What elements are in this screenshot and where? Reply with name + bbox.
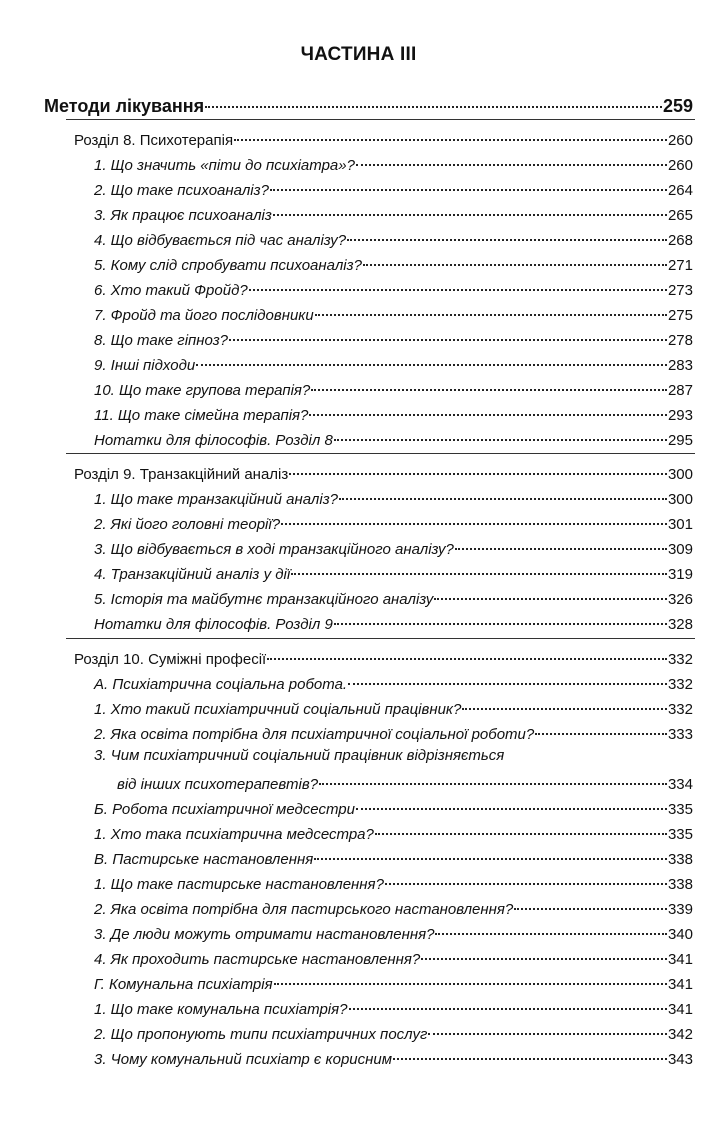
toc-entry-section[interactable] [94, 697, 693, 718]
toc-entry-subchapter[interactable] [94, 672, 693, 693]
dot-leader [315, 299, 667, 316]
dot-leader [229, 324, 667, 341]
toc-entry-page: 278 [667, 332, 693, 349]
dot-leader [267, 643, 667, 660]
toc-entry-page: 273 [667, 282, 693, 299]
toc-entry-title: 9. Інші підходи [94, 357, 196, 374]
toc-entry-page: 332 [667, 676, 693, 693]
toc-entry-title: 2. Які його головні теорії? [94, 516, 281, 533]
toc-entry-title: Нотатки для філософів. Розділ 9 [94, 616, 333, 633]
toc-entry-page: 260 [667, 157, 693, 174]
toc-entry-page: 283 [667, 357, 693, 374]
toc-entry-section[interactable] [94, 203, 693, 224]
toc-entry-section[interactable] [94, 562, 693, 583]
dot-leader [428, 1018, 667, 1035]
toc-entry-subchapter[interactable] [94, 847, 693, 868]
toc-entry-section[interactable] [94, 278, 693, 299]
toc-entry-page: 332 [667, 651, 693, 668]
toc-entry-section[interactable] [94, 153, 693, 174]
toc-entry-page: 295 [667, 432, 693, 449]
toc-entry-page: 328 [667, 616, 693, 633]
toc-entry-notes[interactable] [94, 428, 693, 449]
toc-entry-title: 10. Що таке групова терапія? [94, 382, 311, 399]
dot-leader [421, 943, 667, 960]
toc-entry-page: 259 [662, 96, 693, 116]
toc-entry-section[interactable] [94, 997, 693, 1018]
dot-leader [434, 583, 667, 600]
dot-leader [234, 124, 667, 141]
toc-entry-page: 334 [667, 776, 693, 793]
toc-entry-title: 5. Історія та майбутнє транзакційного аналізу [94, 591, 434, 608]
dot-leader [339, 483, 667, 500]
toc-entry-title: 1. Що таке пастирське настановлення? [94, 876, 384, 893]
toc-entry-title: 1. Що значить «піти до психіатра»? [94, 157, 355, 174]
toc-entry-section[interactable] [94, 378, 693, 399]
toc-entry-page: 260 [667, 132, 693, 149]
toc-entry-section[interactable] [94, 228, 693, 249]
toc-entry-section[interactable] [94, 178, 693, 199]
toc-entry-subchapter[interactable] [94, 972, 693, 993]
toc-entry-title: 3. Що відбувається в ході транзакційного аналізу? [94, 541, 454, 558]
toc-entry-page: 300 [667, 491, 693, 508]
toc-entry-title: 3. Де люди можуть отримати настановлення? [94, 926, 435, 943]
toc-entry-page: 265 [667, 207, 693, 224]
toc-entry-title: 5. Кому слід спробувати психоаналіз? [94, 257, 362, 274]
dot-leader [314, 843, 667, 860]
toc-entry-title: А. Психіатрична соціальна робота. [94, 676, 348, 693]
toc-entry-page: 301 [667, 516, 693, 533]
dot-leader [274, 968, 667, 985]
toc-entry-page: 338 [667, 876, 693, 893]
toc-entry-section[interactable] [94, 353, 693, 374]
dot-leader [334, 424, 667, 441]
toc-entry-section[interactable] [94, 872, 693, 893]
toc-entry-section[interactable] [94, 897, 693, 918]
toc-entry-title: 4. Як проходить пастирське настановлення? [94, 951, 421, 968]
toc-entry-notes[interactable] [94, 612, 693, 633]
toc-entry-section[interactable] [94, 512, 693, 533]
toc-entry-page: 300 [667, 466, 693, 483]
toc-entry-page: 338 [667, 851, 693, 868]
dot-leader [311, 374, 667, 391]
dot-leader [309, 399, 667, 416]
toc-entry-title: 6. Хто такий Фройд? [94, 282, 248, 299]
toc-entry-title: 8. Що таке гіпноз? [94, 332, 229, 349]
toc-entry-section[interactable] [94, 253, 693, 274]
toc-entry-title: Нотатки для філософів. Розділ 8 [94, 432, 333, 449]
dot-leader [363, 249, 667, 266]
toc-entry-section[interactable] [94, 1022, 693, 1043]
toc-entry-title: 2. Яка освіта потрібна для психіатричної соціальної роботи? [94, 726, 535, 743]
toc-entry-title: 2. Що пропонують типи психіатричних послуг [94, 1026, 428, 1043]
dot-leader [334, 608, 667, 625]
toc-entry-section[interactable] [94, 303, 693, 324]
toc-entry-page: 333 [667, 726, 693, 743]
toc-entry-subchapter[interactable] [94, 797, 693, 818]
toc-entry-title: 3. Чому комунальний психіатр є корисним [94, 1051, 393, 1068]
toc-entry-title: 1. Хто така психіатрична медсестра? [94, 826, 374, 843]
toc-entry-section[interactable] [94, 1047, 693, 1068]
toc-entry-title-line[interactable]: 3. Чим психіатричний соціальний працівник відрізняється [94, 747, 505, 764]
toc-entry-page: 309 [667, 541, 693, 558]
toc-entry-page: 293 [667, 407, 693, 424]
toc-entry-section[interactable] [94, 922, 693, 943]
toc-entry-section[interactable] [94, 487, 693, 508]
toc-entry-page: 340 [667, 926, 693, 943]
toc-entry-page: 343 [667, 1051, 693, 1068]
toc-entry-title: 1. Хто такий психіатричний соціальний працівник? [94, 701, 462, 718]
toc-entry-title: 3. Як працює психоаналіз [94, 207, 272, 224]
section-divider [66, 453, 695, 454]
dot-leader [375, 818, 667, 835]
dot-leader [291, 558, 667, 575]
toc-entry-section[interactable] [94, 947, 693, 968]
toc-entry-part[interactable] [44, 92, 693, 117]
toc-entry-section[interactable] [94, 537, 693, 558]
toc-entry-page: 335 [667, 826, 693, 843]
dot-leader [347, 224, 667, 241]
dot-leader [349, 993, 667, 1010]
toc-entry-section[interactable] [94, 403, 693, 424]
toc-entry-page: 332 [667, 701, 693, 718]
dot-leader [535, 718, 667, 735]
toc-entry-title: 1. Що таке транзакційний аналіз? [94, 491, 339, 508]
toc-entry-chapter[interactable] [74, 647, 693, 668]
toc-entry-title: від інших психотерапевтів? [117, 776, 319, 793]
toc-entry-page: 341 [667, 1001, 693, 1018]
dot-leader [514, 893, 667, 910]
toc-entry-title: 11. Що таке сімейна терапія? [94, 407, 309, 424]
part-title: ЧАСТИНА III [300, 44, 417, 65]
toc-entry-title: В. Пастирське настановлення [94, 851, 314, 868]
dot-leader [393, 1043, 667, 1060]
dot-leader [356, 793, 667, 810]
dot-leader [462, 693, 667, 710]
toc-entry-title: Методи лікування [44, 96, 205, 116]
toc-entry-page: 264 [667, 182, 693, 199]
toc-entry-title: Б. Робота психіатричної медсестри [94, 801, 355, 818]
toc-entry-page: 341 [667, 951, 693, 968]
toc-entry-page: 326 [667, 591, 693, 608]
toc-entry-page: 342 [667, 1026, 693, 1043]
toc-entry-page: 339 [667, 901, 693, 918]
dot-leader [356, 149, 667, 166]
toc-entry-section-continued[interactable] [117, 772, 693, 793]
dot-leader [281, 508, 667, 525]
toc-entry-section[interactable] [94, 722, 693, 743]
toc-entry-title: 2. Що таке психоаналіз? [94, 182, 269, 199]
toc-entry-page: 268 [667, 232, 693, 249]
dot-leader [348, 668, 667, 685]
toc-entry-title: Розділ 8. Психотерапія [74, 132, 234, 149]
toc-entry-title: Розділ 10. Суміжні професії [74, 651, 267, 668]
dot-leader [435, 918, 667, 935]
toc-entry-chapter[interactable] [74, 128, 693, 149]
dot-leader [289, 458, 667, 475]
toc-entry-section[interactable] [94, 587, 693, 608]
dot-leader [196, 349, 667, 366]
dot-leader [385, 868, 667, 885]
toc-entry-page: 341 [667, 976, 693, 993]
toc-entry-chapter[interactable] [74, 462, 693, 483]
toc-entry-section[interactable] [94, 822, 693, 843]
section-divider [66, 119, 695, 120]
toc-entry-page: 319 [667, 566, 693, 583]
toc-entry-title: 7. Фройд та його послідовники [94, 307, 314, 324]
toc-entry-page: 287 [667, 382, 693, 399]
toc-entry-title: 2. Яка освіта потрібна для пастирського настановлення? [94, 901, 514, 918]
dot-leader [319, 768, 667, 785]
toc-entry-title: 4. Що відбувається під час аналізу? [94, 232, 347, 249]
toc-entry-section[interactable] [94, 328, 693, 349]
dot-leader [455, 533, 667, 550]
dot-leader [205, 88, 662, 108]
section-divider [66, 638, 695, 639]
dot-leader [270, 174, 667, 191]
toc-entry-title: 4. Транзакційний аналіз у дії [94, 566, 291, 583]
toc-entry-page: 271 [667, 257, 693, 274]
toc-entry-title: Г. Комунальна психіатрія [94, 976, 273, 993]
dot-leader [249, 274, 667, 291]
toc-entry-title: Розділ 9. Транзакційний аналіз [74, 466, 289, 483]
toc-entry-page: 335 [667, 801, 693, 818]
toc-entry-page: 275 [667, 307, 693, 324]
dot-leader [273, 199, 667, 216]
toc-entry-title: 1. Що таке комунальна психіатрія? [94, 1001, 348, 1018]
